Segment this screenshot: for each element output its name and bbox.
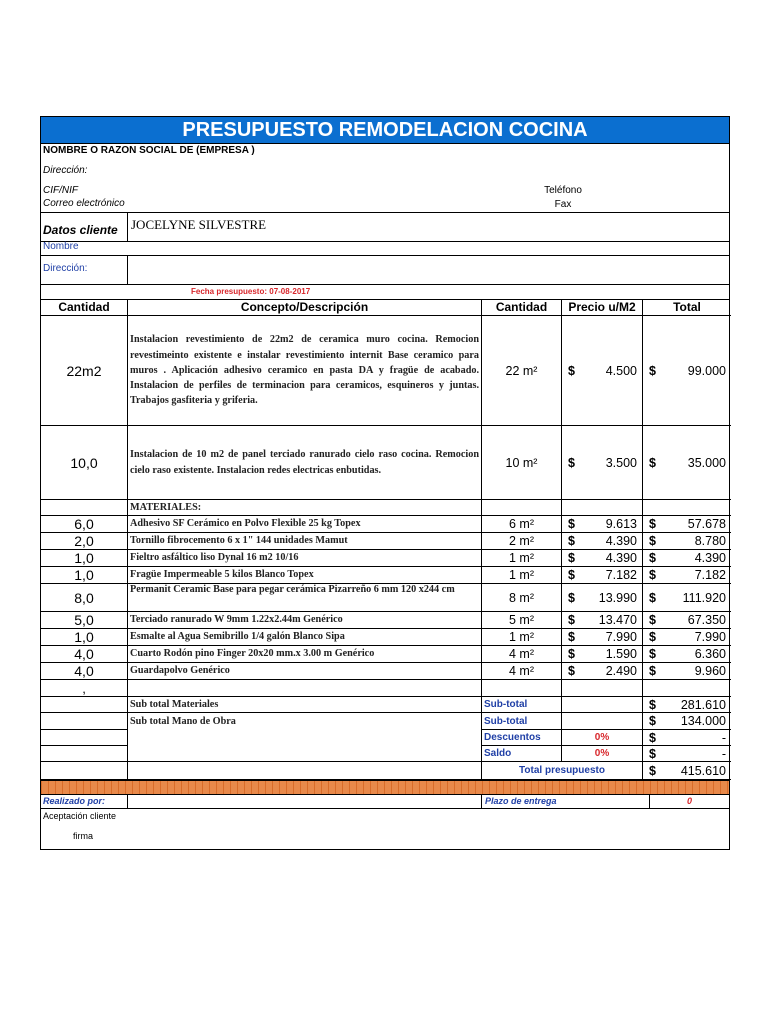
currency-symbol: $ — [649, 363, 656, 378]
currency-symbol: $ — [568, 455, 575, 470]
fecha-presupuesto: Fecha presupuesto: 07-08-2017 — [40, 285, 730, 299]
material-total — [643, 584, 731, 612]
materiales-m2-empty — [482, 500, 562, 516]
descuentos-pct: 0% — [562, 730, 643, 746]
labor-description: Instalacion de 10 m2 de panel terciado ranurado cielo raso cocina. Remocion cielo raso existente. Instalacion redes electricas enbutidas. — [128, 426, 482, 500]
header-cantidad: Cantidad — [41, 300, 128, 316]
sub-mo-total — [643, 713, 731, 730]
labor-m2: 22 m² — [482, 316, 562, 426]
empresa-section — [40, 144, 730, 213]
material-m2: 6 m² — [482, 516, 562, 533]
currency-symbol: $ — [568, 590, 575, 605]
currency-symbol: $ — [649, 455, 656, 470]
currency-symbol: $ — [649, 568, 656, 582]
material-price-value: 9.613 — [605, 517, 637, 531]
page-title: PRESUPUESTO REMODELACION COCINA — [40, 116, 730, 144]
material-price — [562, 516, 643, 533]
header-precio: Precio u/M2 — [562, 300, 643, 316]
currency-symbol: $ — [649, 630, 656, 644]
labor-price — [562, 426, 643, 500]
empresa-telefono-label: Teléfono — [544, 185, 582, 196]
labor-qty: 10,0 — [41, 426, 128, 500]
currency-symbol: $ — [568, 363, 575, 378]
material-price — [562, 584, 643, 612]
material-m2: 5 m² — [482, 612, 562, 629]
empresa-fax-label: Fax — [554, 199, 572, 210]
material-price-value: 4.390 — [605, 534, 637, 548]
material-description: Fieltro asfáltico liso Dynal 16 m2 10/16 — [128, 550, 482, 567]
currency-symbol: $ — [649, 534, 656, 548]
budget-table — [40, 299, 730, 781]
descuentos-total — [643, 730, 731, 746]
labor-price-value: 4.500 — [605, 363, 637, 378]
blank-row-desc — [128, 680, 482, 697]
currency-symbol: $ — [568, 630, 575, 644]
sub-mat-subtotal-label: Sub-total — [482, 697, 562, 713]
sub-mo-qty — [41, 713, 128, 730]
material-total-value: 57.678 — [687, 517, 726, 531]
material-total-value: 9.960 — [694, 664, 726, 678]
material-price — [562, 663, 643, 680]
material-price-value: 2.490 — [605, 664, 637, 678]
material-qty: 6,0 — [41, 516, 128, 533]
material-price-value: 13.470 — [598, 613, 637, 627]
header-cantidad-m2: Cantidad — [482, 300, 562, 316]
material-total-value: 7.990 — [694, 630, 726, 644]
material-total — [643, 533, 731, 550]
sub-mo-pct — [562, 713, 643, 730]
material-total — [643, 567, 731, 584]
material-description: Tornillo fibrocemento 6 x 1" 144 unidades Mamut — [128, 533, 482, 550]
currency-symbol: $ — [649, 697, 656, 712]
material-total-value: 4.390 — [694, 551, 726, 565]
material-total — [643, 516, 731, 533]
cliente-direccion-row — [41, 255, 729, 284]
empresa-nombre-label: NOMBRE O RAZON SOCIAL DE (EMPRESA ) — [43, 145, 255, 156]
descuentos-qty — [41, 730, 128, 746]
cliente-nombre-label: Nombre — [43, 241, 79, 252]
material-m2: 8 m² — [482, 584, 562, 612]
currency-symbol: $ — [568, 647, 575, 661]
descuentos-desc — [128, 730, 482, 746]
material-total-value: 67.350 — [687, 613, 726, 627]
cliente-datos-label: Datos cliente — [43, 223, 118, 237]
sub-mat-label: Sub total Materiales — [128, 697, 482, 713]
cliente-dir-divider — [127, 255, 128, 284]
empresa-cif-label: CIF/NIF — [43, 185, 78, 196]
currency-symbol: $ — [568, 517, 575, 531]
header-concepto: Concepto/Descripción — [128, 300, 482, 316]
currency-symbol: $ — [649, 763, 656, 778]
descuentos-total-value: - — [721, 730, 726, 745]
saldo-total-value: - — [721, 746, 726, 761]
blank-row-mark: , — [41, 680, 128, 697]
sub-mat-pct — [562, 697, 643, 713]
material-price-value: 1.590 — [605, 647, 637, 661]
material-description: Permanit Ceramic Base para pegar cerámica Pizarreño 6 mm 120 x244 cm — [128, 584, 482, 612]
materiales-label: MATERIALES: — [128, 500, 482, 516]
currency-symbol: $ — [649, 551, 656, 565]
total-presupuesto — [643, 762, 731, 780]
total-qty — [41, 762, 128, 780]
material-m2: 1 m² — [482, 567, 562, 584]
currency-symbol: $ — [568, 551, 575, 565]
orange-stripe-divider — [40, 781, 730, 795]
aceptacion-section — [40, 809, 730, 850]
labor-price-value: 3.500 — [605, 455, 637, 470]
labor-qty: 22m2 — [41, 316, 128, 426]
currency-symbol: $ — [568, 568, 575, 582]
material-price — [562, 567, 643, 584]
sub-mo-total-value: 134.000 — [680, 714, 726, 728]
plazo-label: Plazo de entrega — [482, 795, 650, 808]
materiales-price-empty — [562, 500, 643, 516]
currency-symbol: $ — [568, 613, 575, 627]
material-total — [643, 629, 731, 646]
currency-symbol: $ — [568, 534, 575, 548]
material-price-value: 7.182 — [605, 568, 637, 582]
material-m2: 4 m² — [482, 663, 562, 680]
material-total-value: 8.780 — [694, 534, 726, 548]
material-total — [643, 663, 731, 680]
labor-total — [643, 426, 731, 500]
empresa-correo-label: Correo electrónico — [43, 198, 125, 209]
material-m2: 2 m² — [482, 533, 562, 550]
total-desc — [128, 762, 482, 780]
material-m2: 1 m² — [482, 629, 562, 646]
plazo-value: 0 — [686, 796, 692, 806]
material-total — [643, 550, 731, 567]
material-qty: 5,0 — [41, 612, 128, 629]
cliente-direccion-label: Dirección: — [43, 263, 88, 274]
material-qty: 1,0 — [41, 629, 128, 646]
sub-mat-qty — [41, 697, 128, 713]
material-qty: 2,0 — [41, 533, 128, 550]
material-description: Esmalte al Agua Semibrillo 1/4 galón Blanco Sipa — [128, 629, 482, 646]
cliente-nombre-value: JOCELYNE SILVESTRE — [131, 217, 267, 232]
budget-sheet — [40, 116, 730, 850]
realizado-label: Realizado por: — [41, 795, 128, 808]
sub-mo-label: Sub total Mano de Obra — [128, 713, 482, 730]
blank-row-total — [643, 680, 731, 697]
materiales-qty-empty — [41, 500, 128, 516]
saldo-qty — [41, 746, 128, 762]
material-price — [562, 550, 643, 567]
material-total — [643, 646, 731, 663]
cliente-section — [40, 213, 730, 285]
header-total: Total — [643, 300, 731, 316]
currency-symbol: $ — [649, 746, 656, 761]
total-presupuesto-label: Total presupuesto — [482, 762, 643, 780]
material-total-value: 6.360 — [694, 647, 726, 661]
material-description: Guardapolvo Genérico — [128, 663, 482, 680]
sub-mat-total-value: 281.610 — [680, 697, 726, 712]
materiales-total-empty — [643, 500, 731, 516]
saldo-label: Saldo — [482, 746, 562, 762]
material-description: Terciado ranurado W 9mm 1.22x2.44m Genérico — [128, 612, 482, 629]
currency-symbol: $ — [649, 590, 656, 605]
labor-description: Instalacion revestimiento de 22m2 de ceramica muro cocina. Remocion revestimeinto existente e instalar revestimiento internit Base ceramico para muros . Aplicación adhesivo ceramico en pasta DA y fragüe de acabado. Instalacion de perfiles de terminacion para ceramicos, esquineros y juntas. Trabajos gasfiteria y griferia. — [128, 316, 482, 426]
material-m2: 4 m² — [482, 646, 562, 663]
currency-symbol: $ — [649, 714, 656, 728]
material-price — [562, 629, 643, 646]
material-price — [562, 612, 643, 629]
currency-symbol: $ — [649, 647, 656, 661]
sub-mo-subtotal-label: Sub-total — [482, 713, 562, 730]
material-qty: 1,0 — [41, 567, 128, 584]
labor-total — [643, 316, 731, 426]
currency-symbol: $ — [649, 517, 656, 531]
material-qty: 4,0 — [41, 663, 128, 680]
saldo-desc — [128, 746, 482, 762]
material-price-value: 7.990 — [605, 630, 637, 644]
cliente-datos-row — [41, 213, 729, 242]
labor-m2: 10 m² — [482, 426, 562, 500]
cliente-nombre-row — [41, 241, 729, 256]
material-m2: 1 m² — [482, 550, 562, 567]
currency-symbol: $ — [568, 664, 575, 678]
currency-symbol: $ — [649, 730, 656, 745]
sub-mat-total — [643, 697, 731, 713]
saldo-total — [643, 746, 731, 762]
material-qty: 4,0 — [41, 646, 128, 663]
material-total-value: 111.920 — [682, 590, 726, 605]
saldo-pct: 0% — [562, 746, 643, 762]
currency-symbol: $ — [649, 664, 656, 678]
material-total — [643, 612, 731, 629]
total-presupuesto-value: 415.610 — [680, 763, 726, 778]
labor-total-value: 35.000 — [687, 455, 726, 470]
blank-row-price — [562, 680, 643, 697]
material-description: Adhesivo SF Cerámico en Polvo Flexible 25 kg Topex — [128, 516, 482, 533]
material-price — [562, 533, 643, 550]
empresa-direccion-label: Dirección: — [43, 165, 88, 176]
realizado-row — [40, 795, 730, 809]
material-description: Fragüe Impermeable 5 kilos Blanco Topex — [128, 567, 482, 584]
material-qty: 1,0 — [41, 550, 128, 567]
labor-total-value: 99.000 — [687, 363, 726, 378]
labor-price — [562, 316, 643, 426]
currency-symbol: $ — [649, 613, 656, 627]
material-price-value: 4.390 — [605, 551, 637, 565]
aceptacion-label: Aceptación cliente — [43, 811, 117, 821]
descuentos-label: Descuentos — [482, 730, 562, 746]
firma-label: firma — [73, 831, 93, 841]
blank-row-m2 — [482, 680, 562, 697]
material-qty: 8,0 — [41, 584, 128, 612]
material-description: Cuarto Rodón pino Finger 20x20 mm.x 3.00 m Genérico — [128, 646, 482, 663]
cliente-col-divider — [127, 213, 128, 241]
realizado-value — [128, 795, 482, 808]
material-price — [562, 646, 643, 663]
material-total-value: 7.182 — [694, 568, 726, 582]
material-price-value: 13.990 — [598, 590, 637, 605]
